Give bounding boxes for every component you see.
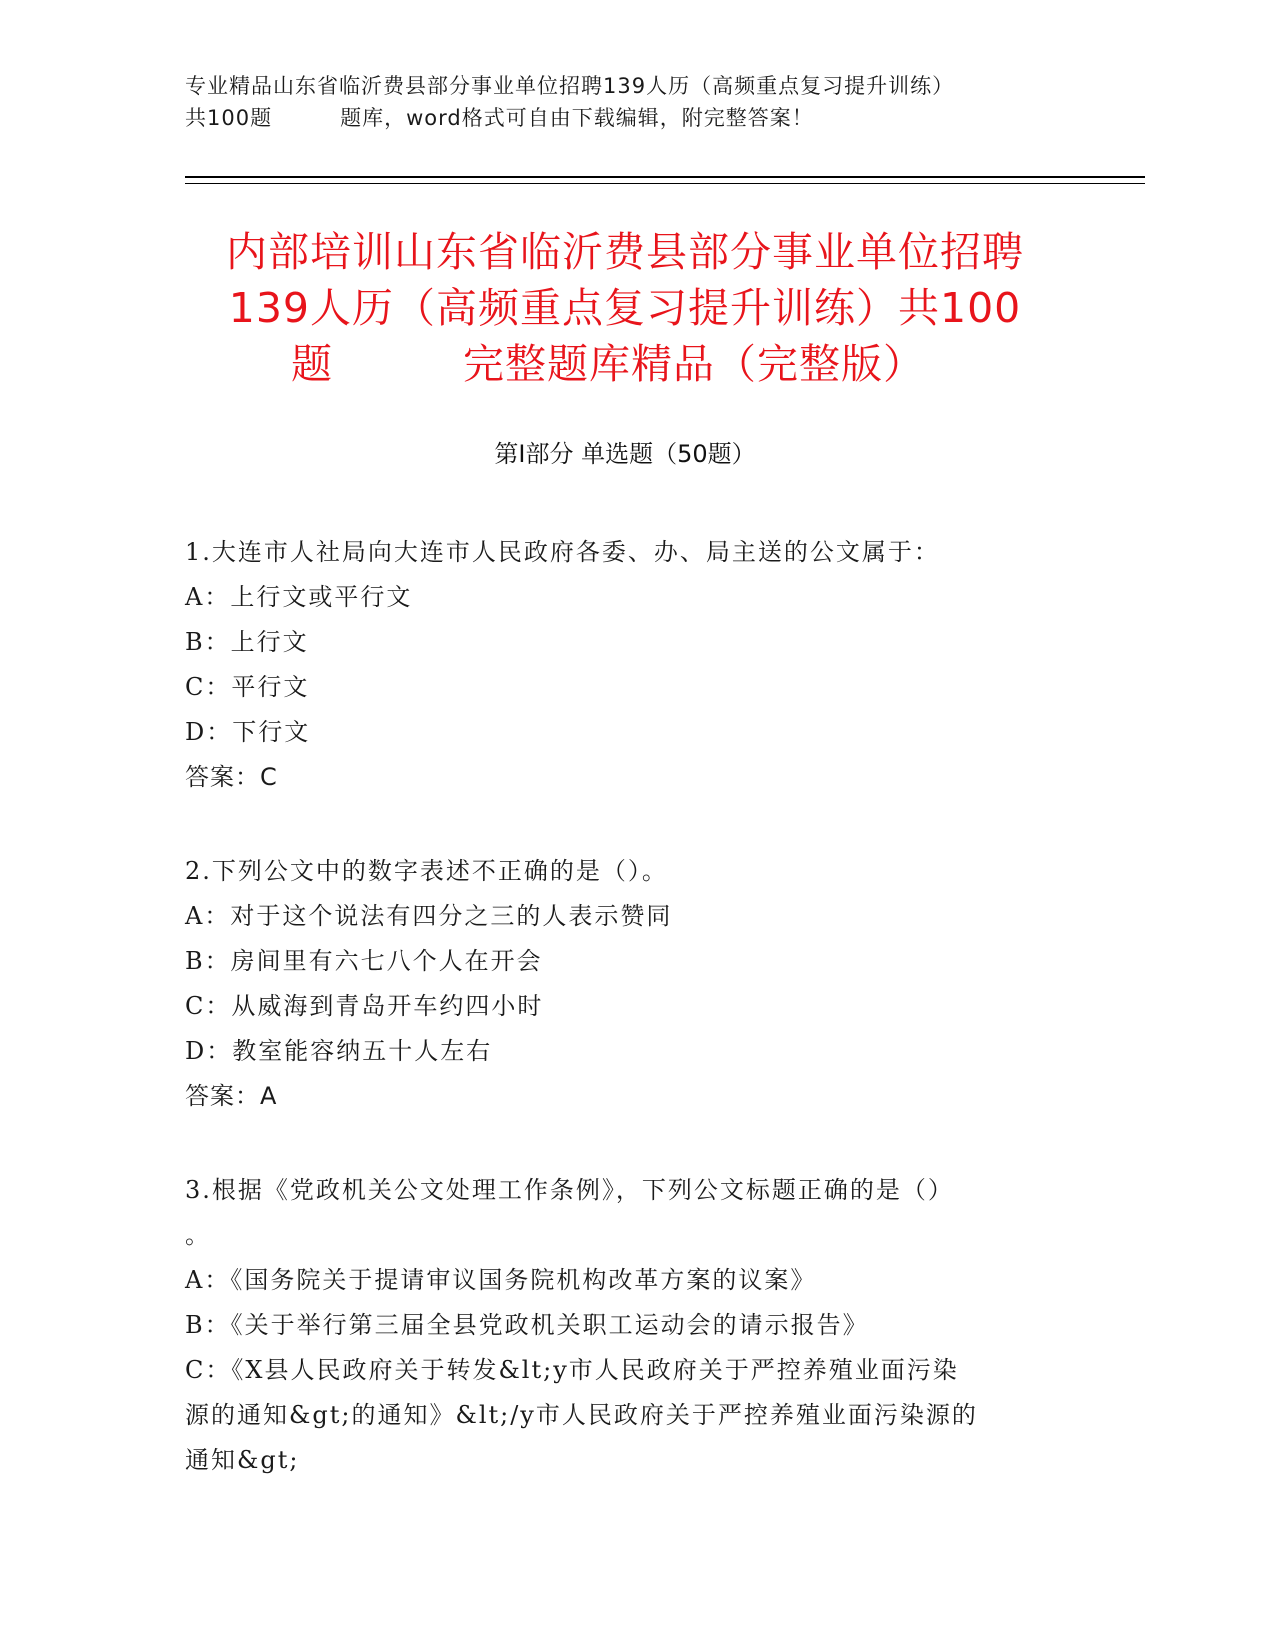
- option-a: A：对于这个说法有四分之三的人表示赞同: [185, 902, 673, 930]
- question-list: [185, 530, 1065, 1532]
- option-c: C：《X县人民政府关于转发&lt;y市人民政府关于严控养殖业面污染: [185, 1356, 959, 1384]
- header-divider-thick: [185, 176, 1145, 178]
- title-line-3: [185, 336, 1065, 392]
- question-stem: 3.根据《党政机关公文处理工作条例》，下列公文标题正确的是（）: [185, 1176, 954, 1204]
- option-b: B：房间里有六七八个人在开会: [185, 947, 543, 975]
- option-d: D：下行文: [185, 718, 311, 746]
- option-b: B：上行文: [185, 628, 309, 656]
- question-stem: 1.大连市人社局向大连市人民政府各委、办、局主送的公文属于：: [185, 538, 940, 566]
- option-a: A：上行文或平行文: [185, 583, 413, 611]
- question-1: [185, 530, 1065, 800]
- answer-text: 答案：C: [185, 763, 278, 791]
- title-line-1: 内部培训山东省临沂费县部分事业单位招聘: [226, 228, 1024, 276]
- option-c-continued-2: 通知&gt;: [185, 1446, 300, 1474]
- question-3: [185, 1168, 1065, 1483]
- question-stem: 2.下列公文中的数字表述不正确的是（）。: [185, 857, 668, 885]
- option-d: D：教室能容纳五十人左右: [185, 1037, 493, 1065]
- header-line-2b: 题库，word格式可自由下载编辑，附完整答案！: [340, 106, 814, 130]
- option-a: A：《国务院关于提请审议国务院机构改革方案的议案》: [185, 1266, 817, 1294]
- header-line-2: [185, 102, 1065, 134]
- option-c: C：从威海到青岛开车约四小时: [185, 992, 544, 1020]
- option-c-continued-1: 源的通知&gt;的通知》&lt;/y市人民政府关于严控养殖业面污染源的: [185, 1401, 978, 1429]
- title-line-3a: 题: [291, 340, 333, 388]
- header-line-2a: 共100题: [185, 106, 273, 130]
- document-title: [185, 224, 1065, 392]
- header-line-1: 专业精品山东省临沂费县部分事业单位招聘139人历（高频重点复习提升训练）: [185, 74, 955, 98]
- option-b: B：《关于举行第三届全县党政机关职工运动会的请示报告》: [185, 1311, 869, 1339]
- section-title: 第Ⅰ部分 单选题（50题）: [494, 440, 756, 468]
- title-line-2: 139人历（高频重点复习提升训练）共100: [228, 284, 1022, 332]
- option-c: C：平行文: [185, 673, 310, 701]
- header-divider-thin: [185, 183, 1145, 184]
- question-2: [185, 849, 1065, 1119]
- document-header: [185, 70, 1065, 134]
- answer-text: 答案：A: [185, 1082, 278, 1110]
- title-line-3b: 完整题库精品（完整版）: [463, 340, 925, 388]
- question-stem-continued: 。: [185, 1221, 211, 1249]
